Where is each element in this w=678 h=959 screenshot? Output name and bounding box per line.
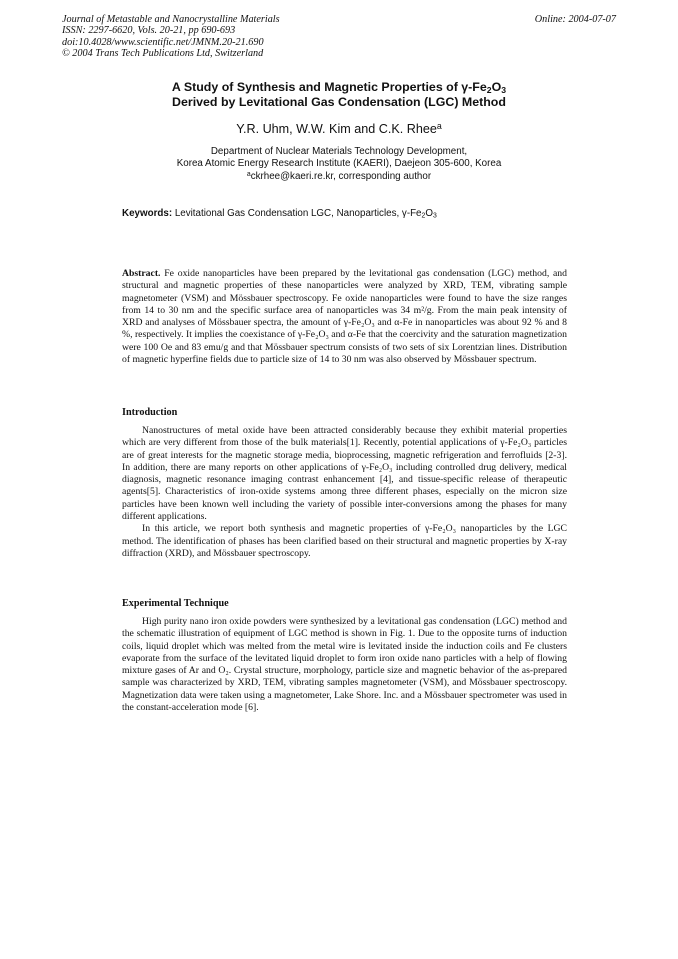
introduction-body	[122, 425, 567, 560]
copyright-line: © 2004 Trans Tech Publications Ltd, Switzerland	[62, 47, 264, 59]
affiliation-line-2: Korea Atomic Energy Research Institute (KAERI), Daejeon 305-600, Korea	[176, 158, 502, 170]
online-date: Online: 2004-07-07	[534, 14, 616, 25]
author-list	[40, 122, 638, 136]
affiliation-line-1: Department of Nuclear Materials Technology Development,	[210, 146, 468, 157]
experimental-body	[122, 616, 567, 714]
keywords-sub-2: 2	[421, 212, 426, 220]
title-line-2: Derived by Levitational Gas Condensation (LGC) Method	[172, 95, 506, 109]
abstract-text: Fe oxide nanoparticles have been prepared by the levitational gas condensation (LGC) method, and structural and magnetic properties of these nanoparticles were analyzed by XRD, TEM, vibrating sample magnetometer (VSM) and Mössbauer spectroscopy. Fe oxide nanoparticles were found to have the size ranges from 14 to 30 nm and the specific surface area of nanoparticles was 34 m²/g. From the main peak intensity of XRD and analyses of Mössbauer spectra, the amount of γ-Fe₂O₃ and α-Fe in nanoparticles was about 92 % and 8 %, respectively. It implies the coexistance of γ-Fe₂O₃ and α-Fe that the coercivity and the saturation magnetization were 100 Oe and 83 emu/g and that Mössbauer spectrum consists of two sets of six Lorentzian lines. Distribution of magnetic hyperfine fields due to particle size of 14 to 30 nm was also observed by Mössbauer spectrum.	[122, 268, 567, 366]
doi-line: doi:10.4028/www.scientific.net/JMNM.20-21.690	[62, 36, 264, 48]
abstract-label: Abstract.	[122, 268, 161, 279]
email-line	[40, 171, 638, 183]
paper-title	[40, 80, 638, 110]
abstract	[122, 268, 567, 366]
journal-name: Journal of Metastable and Nanocrystalline Materials	[62, 14, 280, 25]
title-text-o: O	[491, 80, 502, 94]
keywords-o: O	[425, 208, 433, 219]
title-sub-2: 2	[486, 85, 492, 96]
introduction-heading: Introduction	[122, 407, 178, 418]
email-sup: a	[246, 170, 251, 178]
introduction-paragraph-1: Nanostructures of metal oxide have been attracted considerably because they exhibit material properties which are very different from those of the bulk materials[1]. Recently, potential applications of γ-Fe₂O₃ particles are of great interests for the magnetic storage media, bioprocessing, magnetic refrigeration and ferrofluids [2-3]. In addition, there are many reports on other applications of γ-Fe₂O₃ including controlled drug delivery, medical diagnosis, magnetic resonance imaging contrast enhancement [4], and tissue-specific release of therapeutic agents[5]. Characteristics of iron-oxide systems among three different phases, especially on the micron size particles have been known well including the variety of possible inter-conversions among the phases for many different applications.	[122, 425, 567, 523]
experimental-paragraph-1: High purity nano iron oxide powders were synthesized by a levitational gas condensation (LGC) method and the schematic illustration of equipment of LGC method is shown in Fig. 1. Due to the opposite turns of induction coils, liquid droplet which was melted from the metal wire is levitated inside the induction coils and Fe clusters evaporate from the surface of the levitated liquid droplet to form iron oxide nano particles with a help of flowing mixture gases of Ar and O₂. Crystal structure, morphology, particle size and magnetic behavior of the as-prepared sample was characterized by XRD, TEM, vibrating samples magnetometer (VSM), and Mössbauer spectroscopy. Magnetization data were taken using a magnetometer, Lake Shore. Inc. and a Mössbauer spectrometer was used in the constant-acceleration mode [6].	[122, 616, 567, 714]
keywords-sub-3: 3	[432, 212, 437, 220]
keywords-text: Levitational Gas Condensation LGC, Nanoparticles, γ-Fe	[174, 208, 422, 219]
email-text: ckrhee@kaeri.re.kr, corresponding author	[250, 170, 432, 182]
experimental-heading: Experimental Technique	[122, 598, 229, 609]
introduction-paragraph-2: In this article, we report both synthesis and magnetic properties of γ-Fe₂O₃ nanoparticles by the LGC method. The identification of phases has been clarified based on their structural and magnetic properties by X-ray diffraction (XRD), and Mössbauer spectroscopy.	[122, 523, 567, 559]
keywords-label: Keywords:	[122, 208, 173, 219]
affiliation	[40, 146, 638, 183]
title-line-1	[40, 80, 638, 95]
keywords	[122, 208, 618, 219]
title-text-a: A Study of Synthesis and Magnetic Properties of γ-Fe	[171, 80, 487, 94]
author-names: Y.R. Uhm, W.W. Kim and C.K. Rhee	[236, 122, 437, 136]
title-sub-3: 3	[501, 85, 507, 96]
issn-line: ISSN: 2297-6620, Vols. 20-21, pp 690-693	[62, 25, 236, 37]
author-sup: a	[436, 121, 442, 132]
journal-header	[62, 14, 616, 59]
